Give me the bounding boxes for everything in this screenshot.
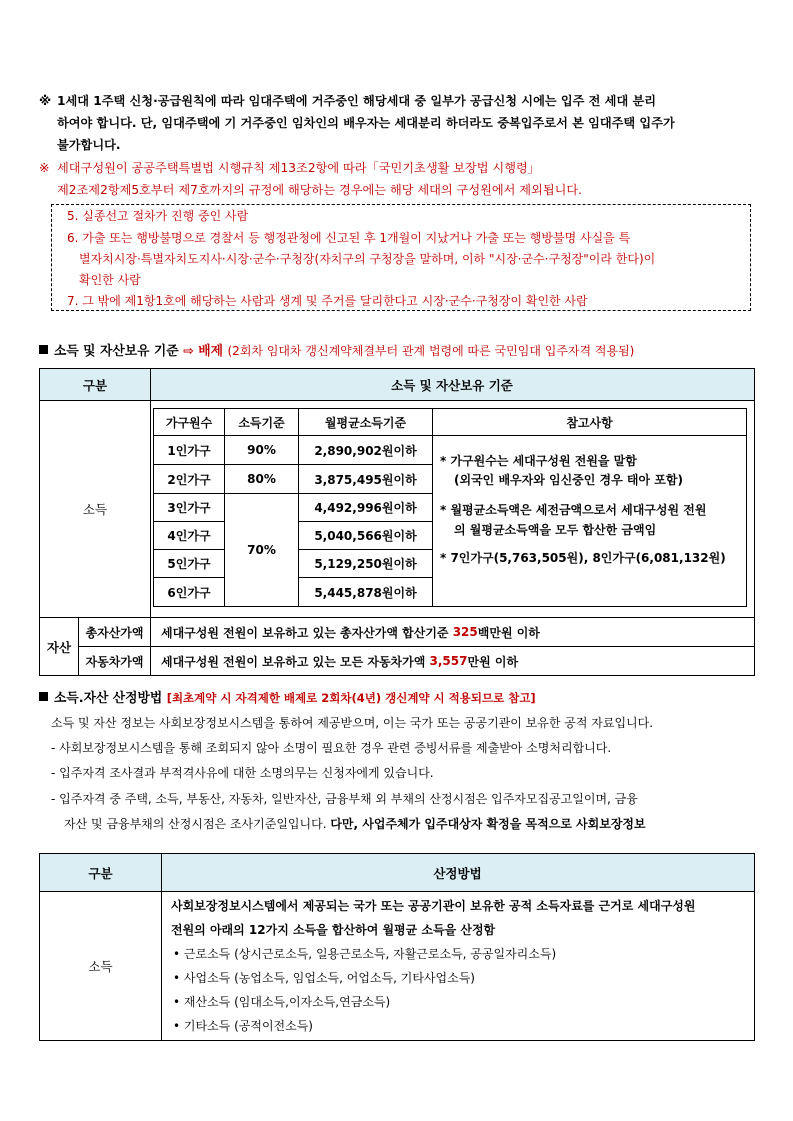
monthly-income-limit: 5,040,566원이하 [314,529,417,543]
income-type-property: • 재산소득 (임대소득,이자소득,연금소득) [173,995,391,1009]
square-bullet-icon [39,692,48,701]
household-size: 5인가구 [167,557,211,571]
calc-paragraph-3: - 입주자격 조사결과 부적격사유에 대한 소명의무는 신청자에게 있습니다. [51,766,434,780]
calc-paragraph-1: 소득 및 자산 정보는 사회보장정보시스템을 통하여 제공받으며, 이는 국가 또는 공공기관이 보유한 공적 자료입니다. [51,716,654,730]
section-subtitle: (2회차 임대차 갱신계약체결부터 관계 법령에 따른 국민임대 입주자격 적용됨) [227,344,635,358]
remark-household-members: * 가구원수는 세대구성원 전원을 말함 [440,454,637,468]
section-income-assets-header [39,342,634,361]
header-method: 산정방법 [161,854,754,891]
monthly-income-limit: 4,492,996원이하 [314,501,417,515]
col-monthly-income: 월평균소득기준 [324,415,407,430]
monthly-income-limit: 5,445,878원이하 [314,585,417,600]
col-household-size: 가구원수 [165,415,213,430]
calc-paragraph-4: - 입주자격 중 주택, 소득, 부동산, 자동차, 일반자산, 금융부채 외 부채의 산정시점은 입주자모집공고일이며, 금융 [51,792,638,806]
income-label: 소득 [82,502,108,517]
household-size: 2인가구 [167,472,211,487]
total-assets-label: 총자산가액 [85,625,144,640]
total-assets-text: 세대구성원 전원이 보유하고 있는 총자산가액 합산기준 [161,625,449,640]
section-calculation-header [39,689,536,708]
box-line-6b: 별자치시장·특별자치도지사·시장·군수·구청장(자치구의 구청장을 말하며, 이하 "시장·군수·구청장"이라 한다)이 [79,252,656,266]
arrow-icon: ⇨ [183,344,194,359]
income-label: 소득 [88,959,113,974]
income-type-earned: • 근로소득 (상시근로소득, 일용근로소득, 자활근로소득, 공공일자리소득) [173,947,557,961]
remark-monthly-income: * 월평균소득액은 세전금액으로서 세대구성원 전원 [440,503,707,517]
section-keyword: 배제 [198,344,224,359]
note-1-line-3: 불가합니다. [57,138,121,152]
calculation-method-table [39,853,755,1041]
section-title: 소득 및 자산보유 기준 [54,344,179,359]
note-1-line-2: 하여야 합니다. 단, 임대주택에 기 거주중인 임차인의 배우자는 세대분리 하더라도 중복입주로서 본 임대주택 입주가 [57,116,675,130]
total-assets-value: 325 [452,625,478,639]
header-category: 구분 [40,369,150,400]
household-size: 1인가구 [167,443,211,458]
household-size: 4인가구 [167,529,211,543]
box-line-5: 5. 실종선고 절차가 진행 중인 사람 [67,209,249,223]
assets-label: 자산 [46,639,72,655]
box-line-6a: 6. 가출 또는 행방불명으로 경찰서 등 행정관청에 신고된 후 1개월이 지났거나 가출 또는 행방불명 사실을 특 [67,231,631,245]
total-assets-unit: 백만원 이하 [477,625,540,640]
note-2-line-2: 제2조제2항제5호부터 제7호까지의 규정에 해당하는 경우에는 해당 세대의 구성원에서 제외됩니다. [57,183,583,197]
box-line-6c: 확인한 사람 [79,273,141,287]
monthly-income-limit: 3,875,495원이하 [314,472,417,487]
monthly-income-limit: 5,129,250원이하 [314,557,417,571]
remark-household-members-detail: (외국인 배우자와 임신중인 경우 태아 포함) [454,473,683,487]
note-mark: ※ [39,93,52,108]
vehicle-value-text: 세대구성원 전원이 보유하고 있는 모든 자동차가액 [161,654,426,669]
income-ratio: 80% [247,472,276,486]
col-remarks: 참고사항 [566,415,613,430]
vehicle-value-amount: 3,557 [429,654,468,668]
household-size: 3인가구 [167,501,211,515]
header-criteria: 소득 및 자산보유 기준 [150,369,754,400]
income-criteria-table [153,408,747,607]
remark-large-households: * 7인가구(5,763,505원), 8인가구(6,081,132원) [440,551,726,565]
merged-income-ratio: 70% [247,543,276,557]
vehicle-value-label: 자동차가액 [85,654,144,669]
box-line-7: 7. 그 밖에 제1항1호에 해당하는 사람과 생계 및 주거를 달리한다고 시장·군수·구청장이 확인한 사람 [67,294,588,308]
vehicle-value-unit: 만원 이하 [467,654,519,669]
calc-paragraph-5-text: 자산 및 금융부채의 산정시점은 조사기준일입니다. [64,817,327,831]
remark-monthly-income-detail: 의 월평균소득액을 모두 합산한 금액임 [454,523,657,537]
vehicle-value-criteria [151,647,754,675]
monthly-income-limit: 2,890,902원이하 [314,443,417,458]
method-intro-2: 전원의 아래의 12가지 소득을 합산하여 월평균 소득을 산정함 [171,923,496,937]
income-ratio: 90% [247,443,276,457]
calc-paragraph-5-bold: 다만, 사업주체가 입주대상자 확정을 목적으로 사회보장정보 [330,817,646,831]
square-bullet-icon [39,345,48,354]
section-title: 소득.자산 산정방법 [54,691,163,706]
excluded-members-box [51,204,751,311]
section-subtitle: [최초계약 시 자격제한 배제로 2회차(4년) 갱신계약 시 적용되므로 참고] [166,691,536,705]
col-income-ratio: 소득기준 [238,415,285,430]
note-2-line-1: 세대구성원이 공공주택특별법 시행규칙 제13조2항에 따라「국민기초생활 보장법 시행령」 [57,161,540,175]
calc-paragraph-2: - 사회보장정보시스템을 통해 조회되지 않아 소명이 필요한 경우 관련 증빙서류를 제출받아 소명처리합니다. [51,741,612,755]
header-category: 구분 [40,854,161,891]
calc-paragraph-5 [64,816,646,832]
total-assets-criteria [151,618,754,646]
method-intro-1: 사회보장정보시스템에서 제공되는 국가 또는 공공기관이 보유한 공적 소득자료를 근거로 세대구성원 [171,899,696,913]
note-mark: ※ [39,160,50,175]
note-1-line-1: 1세대 1주택 신청·공급원칙에 따라 임대주택에 거주중인 해당세대 중 일부가 공급신청 시에는 입주 전 세대 분리 [57,94,657,108]
household-size: 6인가구 [167,585,211,600]
income-type-other: • 기타소득 (공적이전소득) [173,1019,313,1033]
income-type-business: • 사업소득 (농업소득, 임업소득, 어업소득, 기타사업소득) [173,971,475,985]
